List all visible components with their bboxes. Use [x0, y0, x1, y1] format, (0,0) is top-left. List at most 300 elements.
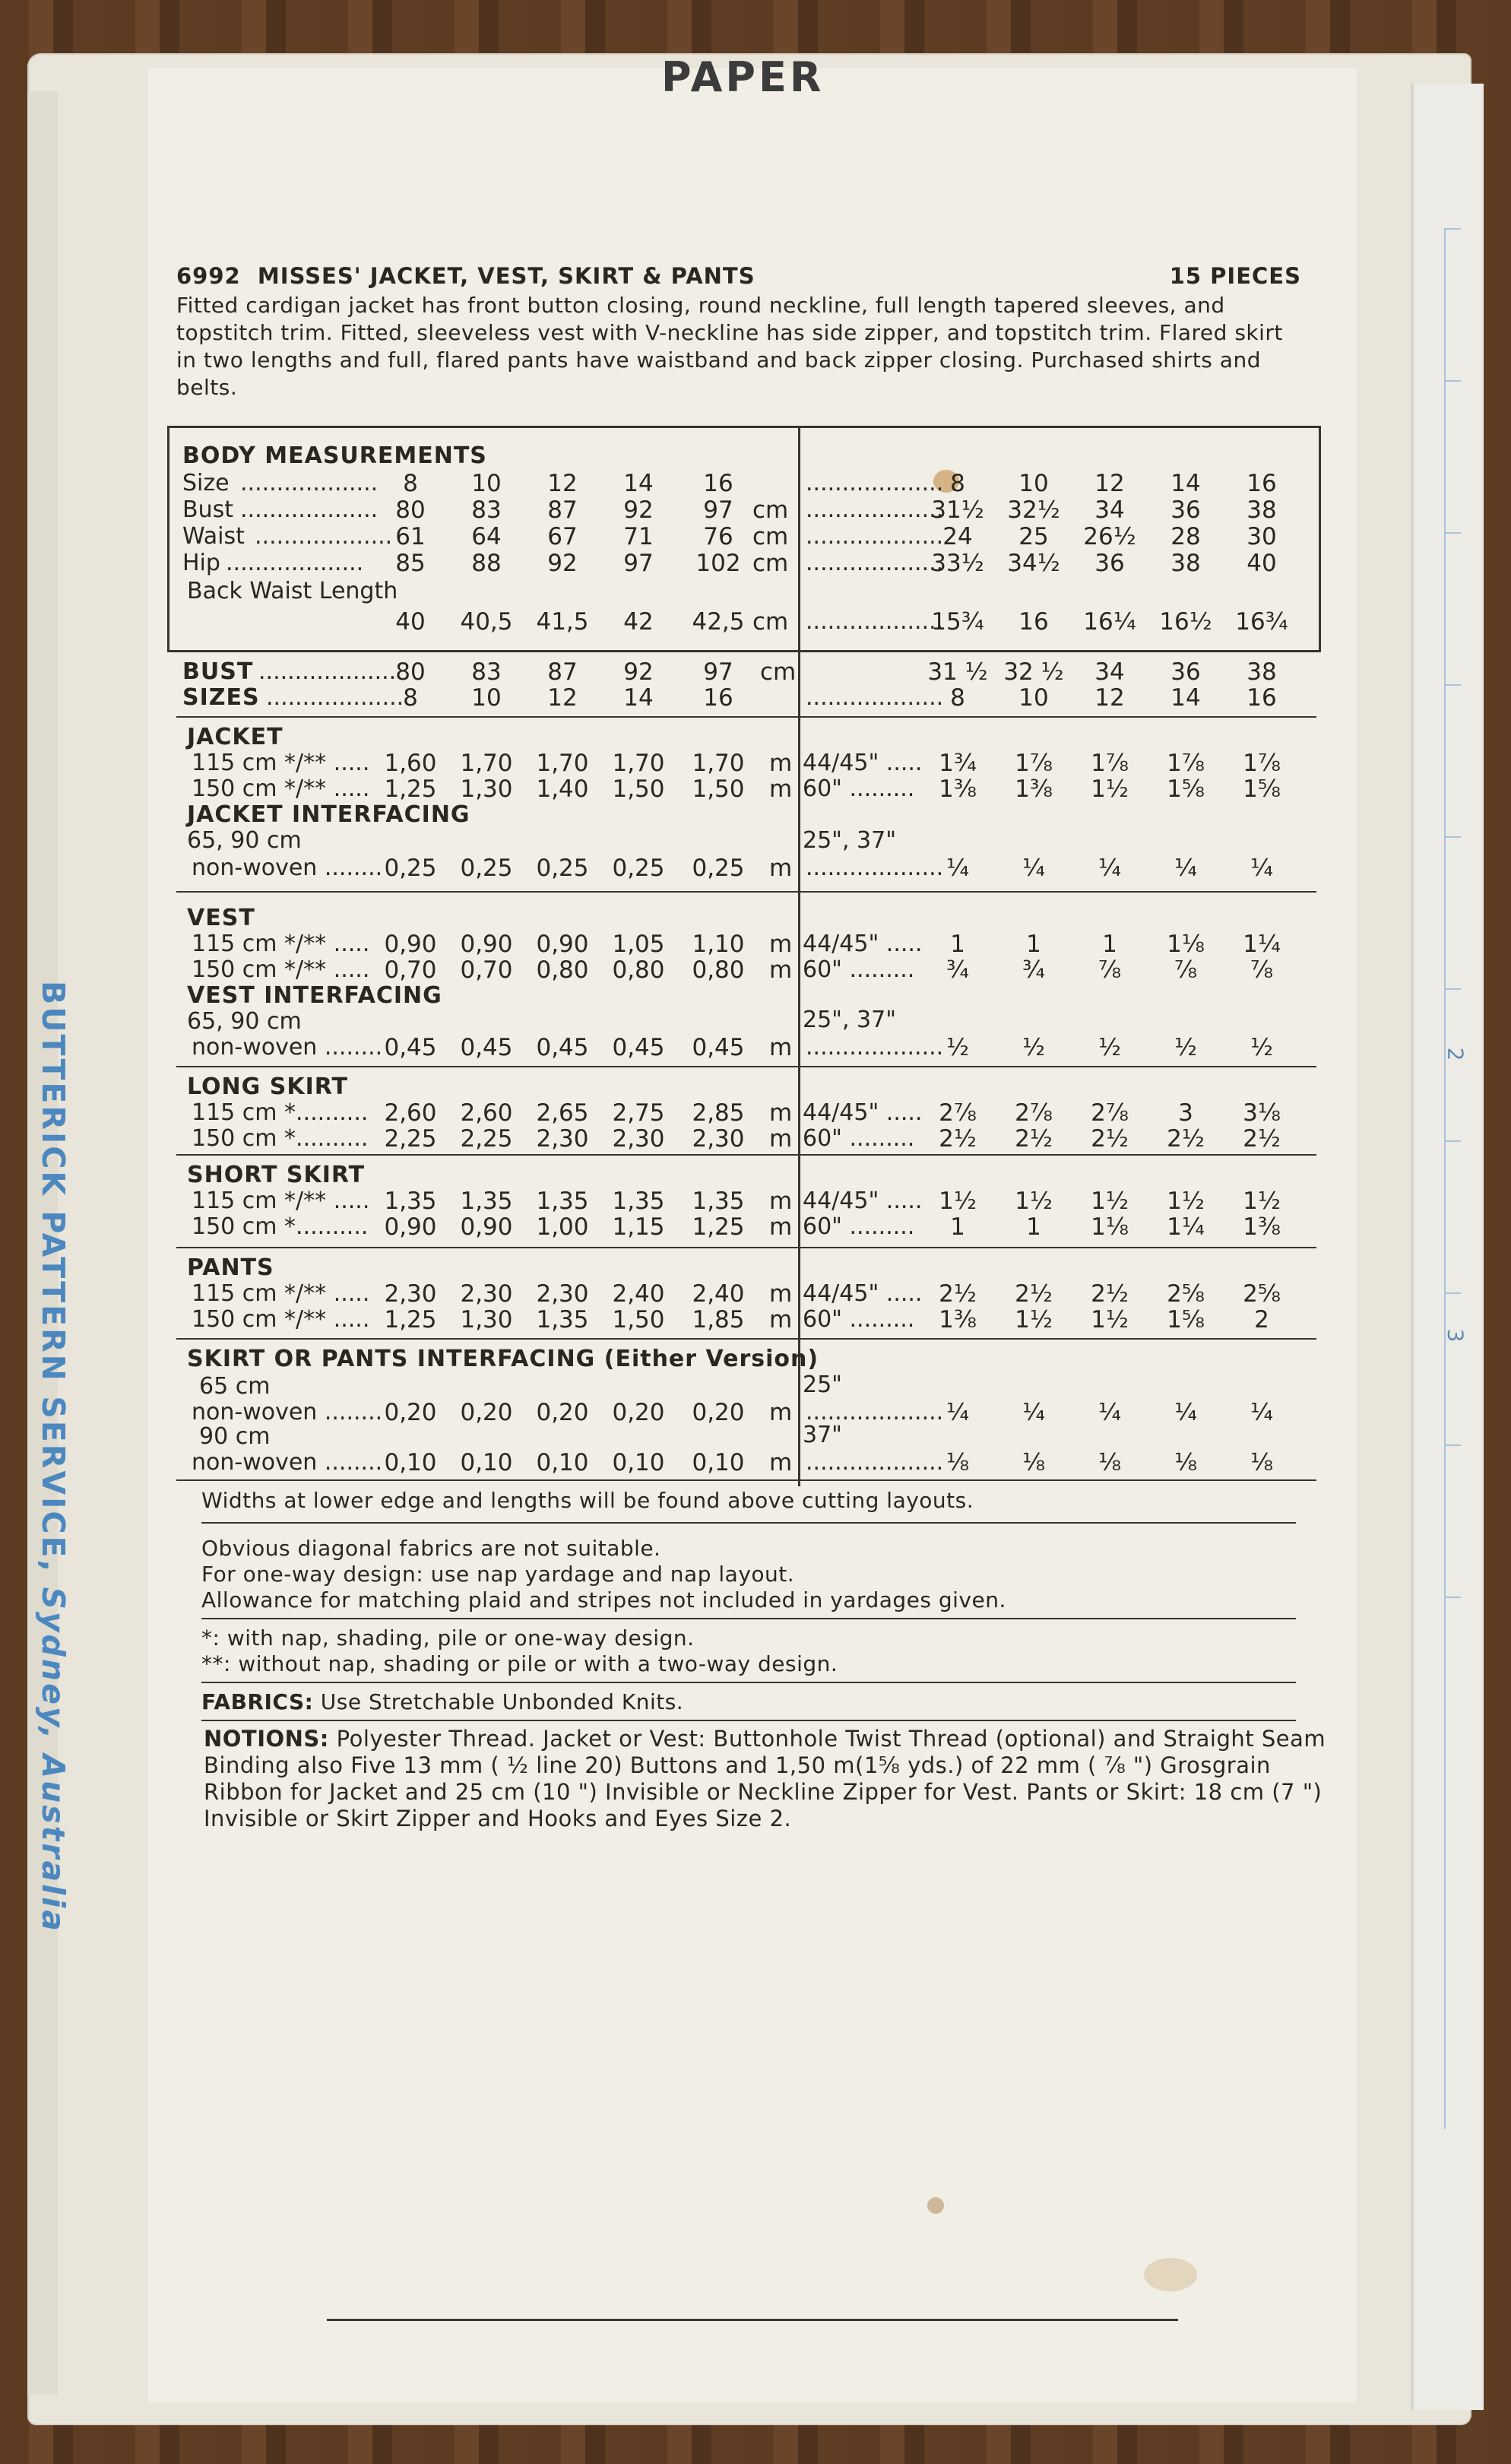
column-divider — [798, 426, 800, 1486]
size-value-imperial: 12 — [1094, 684, 1125, 712]
measurement-value: 97 — [703, 496, 733, 524]
yardage-imperial: 1⅜ — [1243, 1213, 1281, 1241]
yardage-imperial: 3 — [1178, 1099, 1193, 1127]
yardage-metric: 2,60 — [460, 1099, 513, 1127]
yardage-metric: 1,70 — [536, 750, 589, 777]
section-title: VEST INTERFACING — [187, 982, 442, 1009]
unit-label: cm — [760, 658, 797, 686]
ruler-number: 2 — [1443, 1047, 1468, 1061]
yardage-imperial: 1½ — [1015, 1188, 1053, 1215]
fabric-width-imperial: 44/45" ..... — [803, 1188, 923, 1214]
fabric-row-label: 150 cm *.......... — [192, 1125, 369, 1152]
yardage-metric: 0,80 — [692, 956, 745, 984]
yardage-metric: 1,70 — [612, 750, 665, 777]
yardage-imperial: ¼ — [1022, 1399, 1046, 1426]
yardage-metric: 1,35 — [460, 1188, 513, 1215]
measurement-value: 10 — [471, 470, 502, 497]
table-rule — [176, 1066, 1316, 1067]
yardage-metric: 1,50 — [692, 775, 745, 803]
publisher-side-text — [30, 981, 76, 2015]
yardage-metric: 1,50 — [612, 1306, 665, 1333]
measurement-label: Waist — [182, 523, 245, 550]
yardage-imperial: 1½ — [1091, 1306, 1129, 1333]
yardage-imperial: ¼ — [946, 1399, 970, 1426]
yardage-imperial: 1⅛ — [1091, 1213, 1129, 1241]
fabric-row-label: non-woven ........ — [192, 1399, 383, 1425]
fabric-row-label: non-woven ........ — [192, 1449, 383, 1476]
fabric-width-imperial: 44/45" ..... — [803, 931, 923, 957]
yardage-imperial: ¼ — [1022, 855, 1046, 882]
yardage-imperial: ¾ — [946, 956, 970, 984]
yardage-metric: 0,45 — [536, 1034, 589, 1061]
fabric-row-label: 115 cm *.......... — [192, 1099, 369, 1126]
measurement-value-imperial: 40 — [1246, 550, 1277, 577]
measurement-value-imperial: 12 — [1094, 470, 1125, 497]
yardage-imperial: 1½ — [1091, 1188, 1129, 1215]
table-rule — [176, 1479, 1316, 1481]
yardage-imperial: 1⅞ — [1091, 750, 1129, 777]
yardage-metric: 0,45 — [612, 1034, 665, 1061]
note-one-way: For one-way design: use nap yardage and nap layout. — [201, 1562, 795, 1587]
fabric-width-imperial: 44/45" ..... — [803, 750, 923, 776]
note-double-star: **: without nap, shading or pile or with a two-way design. — [201, 1651, 838, 1676]
yardage-imperial: 1¼ — [1167, 1213, 1205, 1241]
size-value: 8 — [403, 684, 418, 712]
measurement-value: 92 — [623, 496, 654, 524]
fabric-width-imperial: 25" — [803, 1372, 842, 1398]
yardage-imperial: 2½ — [1167, 1125, 1205, 1153]
dot-leader: ................... — [266, 684, 404, 711]
unit-label: cm — [752, 550, 789, 577]
yardage-metric: 1,25 — [384, 1306, 437, 1333]
yardage-metric: 0,25 — [692, 855, 745, 882]
section-title: PANTS — [187, 1254, 274, 1281]
yardage-metric: 2,25 — [384, 1125, 437, 1153]
yardage-imperial: 1¾ — [939, 750, 977, 777]
dot-leader: ................... — [240, 496, 379, 523]
fabrics-text: Use Stretchable Unbonded Knits. — [320, 1689, 684, 1714]
table-rule — [176, 891, 1316, 893]
yardage-imperial: 1¼ — [1243, 931, 1281, 958]
measurement-value-imperial: 24 — [942, 523, 973, 550]
yardage-imperial: 2½ — [939, 1125, 977, 1153]
fabric-width-imperial: 60" ......... — [803, 1306, 915, 1333]
yardage-metric: 2,75 — [612, 1099, 665, 1127]
yardage-imperial: 1⅛ — [1167, 931, 1205, 958]
measurement-value: 102 — [695, 550, 741, 577]
fabric-width-imperial: 44/45" ..... — [803, 1099, 923, 1126]
back-waist-value-imperial: 16¾ — [1235, 608, 1288, 636]
measurement-value-imperial: 26½ — [1083, 523, 1136, 550]
yardage-metric: 1,60 — [384, 750, 437, 777]
yardage-imperial: ½ — [1098, 1034, 1122, 1061]
size-value-imperial: 14 — [1170, 684, 1201, 712]
yardage-metric: 1,25 — [692, 1213, 745, 1241]
back-waist-value: 40,5 — [460, 608, 513, 636]
back-waist-label: Back Waist Length — [187, 578, 398, 604]
fabric-width-imperial: 25", 37" — [803, 827, 897, 854]
size-value-imperial: 10 — [1018, 684, 1049, 712]
size-value: 12 — [547, 684, 578, 712]
yardage-metric: 1,70 — [460, 750, 513, 777]
size-value: 10 — [471, 684, 502, 712]
yardage-imperial: ¾ — [1022, 956, 1046, 984]
measurement-value-imperial: 25 — [1018, 523, 1049, 550]
fabric-row-label: 150 cm *.......... — [192, 1213, 369, 1240]
unit-label: cm — [752, 496, 789, 524]
measurement-value: 76 — [703, 523, 733, 550]
bust-label: BUST — [182, 658, 254, 685]
unit-label: cm — [752, 608, 789, 636]
yardage-metric: 1,25 — [384, 775, 437, 803]
yardage-imperial: ⅛ — [946, 1449, 970, 1476]
section-title: SKIRT OR PANTS INTERFACING (Either Version) — [187, 1346, 819, 1372]
measurement-value-imperial: 34 — [1094, 496, 1125, 524]
yardage-imperial: 1½ — [1015, 1306, 1053, 1333]
yardage-metric: 0,90 — [384, 1213, 437, 1241]
yardage-metric: 0,20 — [460, 1399, 513, 1426]
yardage-metric: 0,45 — [460, 1034, 513, 1061]
yardage-imperial: ½ — [1174, 1034, 1198, 1061]
separator — [201, 1522, 1296, 1524]
yardage-metric: 0,70 — [460, 956, 513, 984]
yardage-metric: 1,70 — [692, 750, 745, 777]
fabric-row-label: 150 cm */** ..... — [192, 775, 370, 802]
fabric-row-label: 115 cm */** ..... — [192, 750, 370, 776]
section-title: LONG SKIRT — [187, 1073, 348, 1100]
yardage-metric: 1,40 — [536, 775, 589, 803]
yardage-metric: 2,30 — [384, 1280, 437, 1308]
fabric-row-label: 115 cm */** ..... — [192, 1188, 370, 1214]
yardage-imperial: 2½ — [939, 1280, 977, 1308]
section-subtitle: 65, 90 cm — [187, 827, 302, 854]
yardage-imperial: ¼ — [1174, 855, 1198, 882]
yardage-imperial: ½ — [1022, 1034, 1046, 1061]
table-rule — [176, 1247, 1316, 1248]
measurement-value: 12 — [547, 470, 578, 497]
dot-leader: ................... — [258, 658, 397, 685]
yardage-metric: 2,30 — [692, 1125, 745, 1153]
note-star: *: with nap, shading, pile or one-way design. — [201, 1625, 695, 1651]
yardage-imperial: ⅛ — [1098, 1449, 1122, 1476]
note-diagonal: Obvious diagonal fabrics are not suitable. — [201, 1536, 661, 1561]
yardage-imperial: ⅛ — [1174, 1449, 1198, 1476]
yardage-metric: 1,05 — [612, 931, 665, 958]
measurement-value: 16 — [703, 470, 733, 497]
yardage-metric: 0,20 — [692, 1399, 745, 1426]
yardage-metric: 0,10 — [692, 1449, 745, 1476]
pattern-number: 6992 — [176, 263, 241, 289]
unit-label: m — [769, 1449, 793, 1476]
measurement-value-imperial: 33½ — [931, 550, 984, 577]
table-rule — [176, 1154, 1316, 1156]
dot-leader: ................... — [806, 608, 944, 635]
measurement-value: 14 — [623, 470, 654, 497]
back-waist-value: 41,5 — [536, 608, 589, 636]
fabric-row-label: 115 cm */** ..... — [192, 1280, 370, 1307]
fabric-row-label: non-woven ........ — [192, 1034, 383, 1061]
yardage-metric: 1,35 — [612, 1188, 665, 1215]
bust-value: 80 — [395, 658, 426, 686]
yardage-metric: 0,25 — [536, 855, 589, 882]
section-subtitle: 65, 90 cm — [187, 1008, 302, 1035]
dot-leader: ................... — [806, 550, 944, 576]
fabric-width-imperial: 25", 37" — [803, 1007, 897, 1033]
yardage-metric: 0,90 — [460, 1213, 513, 1241]
yardage-metric: 2,30 — [460, 1280, 513, 1308]
yardage-metric: 0,45 — [692, 1034, 745, 1061]
fabric-row-label: 150 cm */** ..... — [192, 1306, 370, 1333]
measurement-value: 92 — [547, 550, 578, 577]
bust-value: 97 — [703, 658, 733, 686]
bust-value-imperial: 31 ½ — [927, 658, 988, 686]
yardage-imperial: 1½ — [1091, 775, 1129, 803]
measurement-value: 85 — [395, 550, 426, 577]
section-title: JACKET INTERFACING — [187, 801, 470, 828]
yardage-metric: 0,20 — [612, 1399, 665, 1426]
yardage-imperial: 1⅝ — [1167, 1306, 1205, 1333]
yardage-metric: 0,10 — [536, 1449, 589, 1476]
yardage-imperial: 1⅞ — [1243, 750, 1281, 777]
measurement-value-imperial: 31½ — [931, 496, 984, 524]
yardage-metric: 2,30 — [612, 1125, 665, 1153]
dot-leader: ................... — [806, 470, 944, 496]
dot-leader: ................... — [226, 550, 364, 576]
section-title: VEST — [187, 905, 255, 931]
fabric-width-imperial: 37" — [803, 1422, 842, 1448]
pattern-pieces: 15 PIECES — [1169, 263, 1301, 289]
fabric-width-imperial: 44/45" ..... — [803, 1280, 923, 1307]
yardage-imperial: ½ — [946, 1034, 970, 1061]
yardage-imperial: ¼ — [1174, 1399, 1198, 1426]
yardage-metric: 0,25 — [384, 855, 437, 882]
dot-leader: ................... — [255, 523, 393, 550]
yardage-metric: 0,90 — [460, 931, 513, 958]
dot-leader: ................... — [806, 523, 944, 550]
yardage-imperial: 1⅞ — [1015, 750, 1053, 777]
back-waist-value-imperial: 16½ — [1159, 608, 1212, 636]
yardage-imperial: ⅞ — [1174, 956, 1198, 984]
pattern-title — [176, 263, 1301, 289]
yardage-metric: 2,60 — [384, 1099, 437, 1127]
yardage-imperial: 1 — [950, 931, 965, 958]
measurement-value: 64 — [471, 523, 502, 550]
yardage-imperial: 2⅝ — [1167, 1280, 1205, 1308]
measurement-value: 67 — [547, 523, 578, 550]
dot-leader: ................... — [806, 855, 944, 881]
back-waist-value-imperial: 15¾ — [931, 608, 984, 636]
publisher-name: BUTTERICK PATTERN SERVICE, — [35, 981, 71, 1587]
measurement-value-imperial: 34½ — [1007, 550, 1060, 577]
yardage-imperial: 2 — [1254, 1306, 1269, 1333]
fabric-row-label: 115 cm */** ..... — [192, 931, 370, 957]
unit-label: m — [769, 750, 793, 777]
fabric-width-imperial: 60" ......... — [803, 1213, 915, 1240]
section-title: SHORT SKIRT — [187, 1162, 366, 1188]
measurement-value: 87 — [547, 496, 578, 524]
fabric-width-metric: 65 cm — [199, 1373, 271, 1400]
dot-leader: ................... — [806, 1449, 944, 1476]
note-plaid: Allowance for matching plaid and stripes not included in yardages given. — [201, 1587, 1006, 1613]
measurement-value: 80 — [395, 496, 426, 524]
back-waist-value: 42,5 — [692, 608, 745, 636]
yardage-imperial: 3⅛ — [1243, 1099, 1281, 1127]
yardage-imperial: 2⅞ — [939, 1099, 977, 1127]
yardage-metric: 2,40 — [692, 1280, 745, 1308]
note-widths: Widths at lower edge and lengths will be found above cutting layouts. — [201, 1488, 974, 1513]
yardage-metric: 2,85 — [692, 1099, 745, 1127]
separator — [201, 1720, 1296, 1721]
separator — [201, 1682, 1296, 1683]
yardage-metric: 0,90 — [384, 931, 437, 958]
separator — [201, 1618, 1296, 1619]
measurement-value-imperial: 38 — [1170, 550, 1201, 577]
yardage-imperial: 1½ — [1167, 1188, 1205, 1215]
yardage-imperial: ¼ — [1098, 855, 1122, 882]
yardage-imperial: 2½ — [1091, 1280, 1129, 1308]
unit-label: m — [769, 1188, 793, 1215]
measurement-value-imperial: 38 — [1246, 496, 1277, 524]
yardage-imperial: 2⅞ — [1015, 1099, 1053, 1127]
yardage-imperial: ¼ — [1250, 1399, 1274, 1426]
yardage-imperial: 1⅝ — [1167, 775, 1205, 803]
yardage-imperial: ½ — [1250, 1034, 1274, 1061]
yardage-metric: 1,30 — [460, 1306, 513, 1333]
yardage-metric: 1,15 — [612, 1213, 665, 1241]
unit-label: m — [769, 956, 793, 984]
yardage-metric: 1,00 — [536, 1213, 589, 1241]
body-measurements-heading: BODY MEASUREMENTS — [182, 442, 487, 469]
measurement-value-imperial: 16 — [1246, 470, 1277, 497]
yardage-metric: 2,30 — [536, 1125, 589, 1153]
bust-value-imperial: 34 — [1094, 658, 1125, 686]
measurement-value: 97 — [623, 550, 654, 577]
yardage-metric: 1,85 — [692, 1306, 745, 1333]
yardage-imperial: 1⅞ — [1167, 750, 1205, 777]
size-value: 14 — [623, 684, 654, 712]
measurement-value-imperial: 14 — [1170, 470, 1201, 497]
stain-mark — [1144, 2258, 1197, 2291]
yardage-imperial: ¼ — [1250, 855, 1274, 882]
size-value-imperial: 8 — [950, 684, 965, 712]
notions-paragraph — [204, 1726, 1329, 1832]
yardage-imperial: 2½ — [1243, 1125, 1281, 1153]
back-waist-value: 40 — [395, 608, 426, 636]
dot-leader: ................... — [240, 470, 379, 496]
yardage-metric: 0,80 — [536, 956, 589, 984]
unit-label: m — [769, 931, 793, 958]
yardage-metric: 0,70 — [384, 956, 437, 984]
paper-header-fragment: PAPER — [661, 53, 825, 101]
unit-label: m — [769, 1213, 793, 1241]
fabric-width-imperial: 60" ......... — [803, 956, 915, 983]
size-value-imperial: 16 — [1246, 684, 1277, 712]
unit-label: m — [769, 855, 793, 882]
fabric-row-label: non-woven ........ — [192, 855, 383, 881]
yardage-metric: 1,35 — [384, 1188, 437, 1215]
ruler-number: 3 — [1443, 1328, 1468, 1343]
unit-label: m — [769, 1099, 793, 1127]
yardage-metric: 1,35 — [536, 1306, 589, 1333]
yardage-metric: 0,25 — [612, 855, 665, 882]
bust-value-imperial: 38 — [1246, 658, 1277, 686]
yardage-imperial: 2½ — [1015, 1280, 1053, 1308]
yardage-metric: 0,10 — [460, 1449, 513, 1476]
yardage-imperial: 1½ — [1243, 1188, 1281, 1215]
unit-label: cm — [752, 523, 789, 550]
yardage-metric: 1,10 — [692, 931, 745, 958]
publisher-city: Sydney, Australia — [35, 1587, 71, 1933]
measurement-value: 88 — [471, 550, 502, 577]
measurement-label: Hip — [182, 550, 220, 576]
measurement-value-imperial: 10 — [1018, 470, 1049, 497]
unit-label: m — [769, 1280, 793, 1308]
yardage-imperial: 1 — [1102, 931, 1117, 958]
measurement-value: 8 — [403, 470, 418, 497]
yardage-metric: 0,25 — [460, 855, 513, 882]
yardage-metric: 2,65 — [536, 1099, 589, 1127]
yardage-metric: 0,80 — [612, 956, 665, 984]
yardage-metric: 2,40 — [612, 1280, 665, 1308]
unit-label: m — [769, 1125, 793, 1153]
size-value: 16 — [703, 684, 733, 712]
yardage-imperial: 1½ — [939, 1188, 977, 1215]
fabric-width-imperial: 60" ......... — [803, 775, 915, 802]
bottom-rule — [327, 2319, 1178, 2321]
measurement-value-imperial: 32½ — [1007, 496, 1060, 524]
pattern-description: Fitted cardigan jacket has front button closing, round neckline, full length tapered sleeves, and topstitch trim. Fitted, sleeveless vest with V-neckline has side zipper, and topstitch trim. Flared skirt in two lengths and full, flared pants have waistband and back zipper closing. Purchased shirts and belts. — [176, 293, 1283, 400]
dot-leader: ................... — [806, 1399, 944, 1425]
yardage-imperial: ⅞ — [1098, 956, 1122, 984]
yardage-imperial: 1 — [1026, 1213, 1041, 1241]
yardage-metric: 1,35 — [536, 1188, 589, 1215]
yardage-imperial: 2⅞ — [1091, 1099, 1129, 1127]
dot-leader: ................... — [806, 684, 944, 711]
yardage-metric: 2,25 — [460, 1125, 513, 1153]
yardage-imperial: ⅛ — [1250, 1449, 1274, 1476]
bust-value-imperial: 36 — [1170, 658, 1201, 686]
measurement-value-imperial: 28 — [1170, 523, 1201, 550]
unit-label: m — [769, 1306, 793, 1333]
yardage-imperial: ⅞ — [1250, 956, 1274, 984]
measurement-value-imperial: 30 — [1246, 523, 1277, 550]
yardage-imperial: 1 — [950, 1213, 965, 1241]
dot-leader: ................... — [806, 496, 944, 523]
yardage-metric: 2,30 — [536, 1280, 589, 1308]
yardage-imperial: 1⅜ — [939, 1306, 977, 1333]
sizes-label: SIZES — [182, 684, 260, 711]
yardage-metric: 0,20 — [536, 1399, 589, 1426]
measuring-ruler — [1444, 228, 1476, 2129]
dot-leader: ................... — [806, 1034, 944, 1061]
pattern-name: MISSES' JACKET, VEST, SKIRT & PANTS — [257, 263, 756, 289]
yardage-metric: 0,20 — [384, 1399, 437, 1426]
bust-value: 87 — [547, 658, 578, 686]
fabric-width-imperial: 60" ......... — [803, 1125, 915, 1152]
yardage-metric: 0,45 — [384, 1034, 437, 1061]
stain-mark — [927, 2197, 944, 2214]
yardage-metric: 1,30 — [460, 775, 513, 803]
fabrics-line — [201, 1689, 683, 1715]
unit-label: m — [769, 1399, 793, 1426]
yardage-imperial: 1 — [1026, 931, 1041, 958]
yardage-metric: 0,10 — [384, 1449, 437, 1476]
yardage-imperial: ⅛ — [1022, 1449, 1046, 1476]
unit-label: m — [769, 1034, 793, 1061]
bust-value-imperial: 32 ½ — [1003, 658, 1064, 686]
unit-label: m — [769, 775, 793, 803]
bust-value: 83 — [471, 658, 502, 686]
